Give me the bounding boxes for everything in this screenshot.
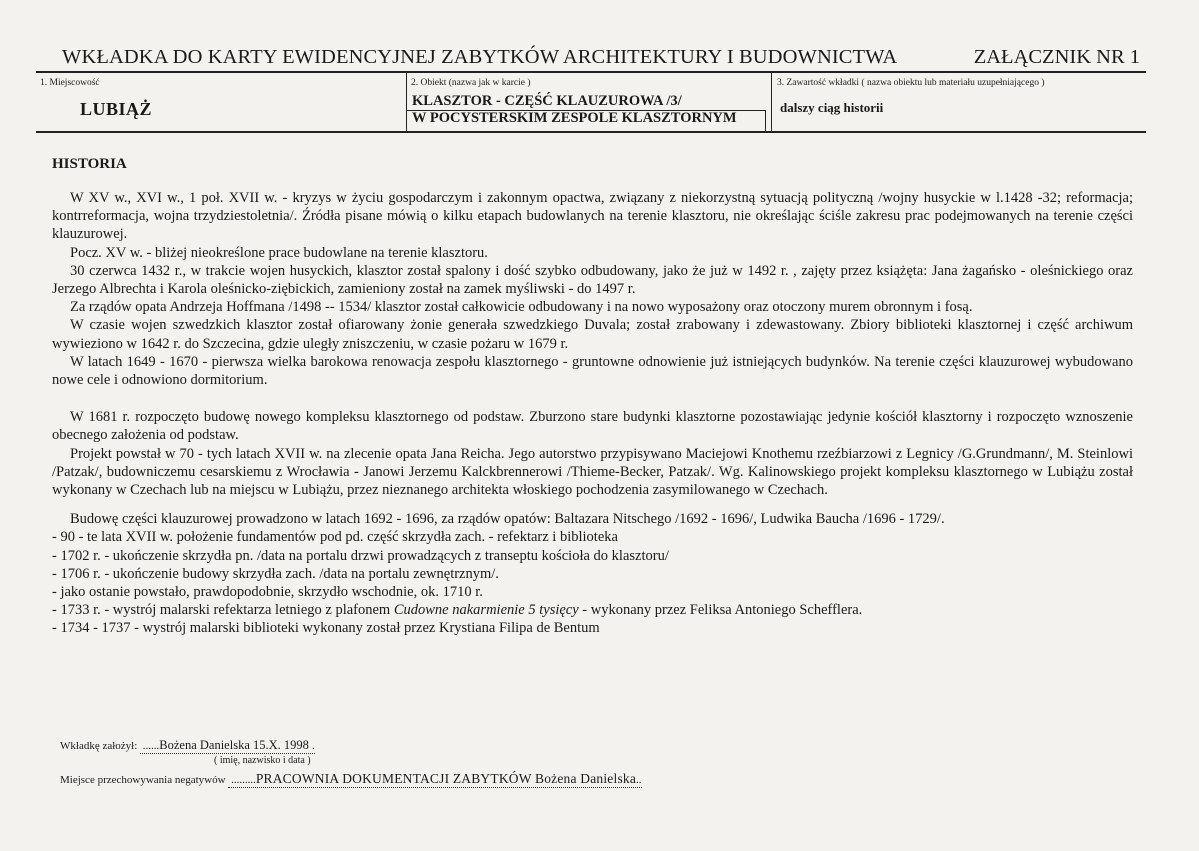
negatives-row (60, 771, 642, 788)
list-item: - 1702 r. - ukończenie skrzydła pn. /data na portalu drzwi prowadzących z transeptu kościoła do klasztoru/ (52, 547, 669, 564)
object-name-line-1: KLASZTOR - CZĘŚĆ KLAUZUROWA /3/ (412, 93, 682, 109)
list-item-text: - 1733 r. - wystrój malarski refektarza letniego z plafonem (52, 602, 394, 619)
paragraph: Budowę części klauzurowej prowadzono w latach 1692 - 1696, za rządów opatów: Baltazara Nitschego /1692 - 1696/, Ludwika Baucha /1696 - 1729/. (70, 511, 945, 528)
location-value: LUBIĄŻ (80, 99, 153, 119)
section-heading: HISTORIA (52, 156, 127, 172)
paragraph: Pocz. XV w. - bliżej nieokreślone prace budowlane na terenie klasztoru. (70, 244, 488, 261)
annex-number: ZAŁĄCZNIK NR 1 (973, 46, 1140, 68)
author-row (60, 738, 315, 754)
header (36, 46, 1146, 72)
list-item (52, 601, 1133, 619)
paragraph: W czasie wojen szwedzkich klasztor został ofiarowany żonie generała szwedzkiego Duvala; został zrabowany i zdewastowany. Zbiory biblioteki klasztornej i część archiwum wywieziono w 1642 r. do Szczecina, gdzie uległy zniszczeniu, w czasie pożaru w 1679 r. (52, 317, 1133, 352)
paragraph: W 1681 r. rozpoczęto budowę nowego kompleksu klasztornego od podstaw. Zburzono stare budynki klasztorne pozostawiając jedynie kościół klasztorny i rozpoczęto wznoszenie obecnego założenia od podstaw. (52, 409, 1133, 444)
location-label: 1. Miejscowość (40, 78, 100, 88)
negatives-field: .........PRACOWNIA DOKUMENTACJI ZABYTKÓW Bożena Danielska.. (228, 771, 642, 786)
negatives-value: PRACOWNIA DOKUMENTACJI ZABYTKÓW Bożena Danielska (255, 771, 637, 786)
author-hint: ( imię, nazwisko i data ) (214, 755, 311, 766)
paragraph: Projekt powstał w 70 - tych latach XVII w. na zlecenie opata Jana Reicha. Jego autorstwo przypisywano Maciejowi Knothemu rzeźbiarzowi z Legnicy /G.Grundmann/, M. Steinlowi /Patzak/, budowniczemu cesarskiemu z Wrocławia - Janowi Jerzemu Kalckbrennerowi /Thieme-Becker, Patzak/. Wg. Kalinowskiego projekt kompleksu klasztornego w Lubiążu został wykonany w Czechach lub na miejscu w Lubiążu, przez nieznanego architekta włoskiego pochodzenia zasymilowanego w Czechach. (52, 445, 1133, 499)
timeline-list (52, 528, 1133, 637)
author-value: Bożena Danielska 15.X. 1998 (159, 738, 313, 752)
artwork-title: Cudowne nakarmienie 5 tysięcy (393, 602, 579, 619)
header-rule (36, 71, 1146, 73)
paragraph: W XV w., XVI w., 1 poł. XVII w. - kryzys w życiu gospodarczym i zakonnym opactwa, związany z niekorzystną sytuacją polityczną /wojny husyckie w l.1428 -32; reformacja; kontrreformacja, wojna trzydziestoletnia/. Źródła pisane mówią o kilku etapach budowlanych na terenie klasztoru, nie określając ściśle zakresu prac podejmowanych na terenie części klauzurowej. (52, 190, 1133, 243)
content-label: 3. Zawartość wkładki ( nazwa obiektu lub materiału uzupełniającego ) (777, 78, 1045, 88)
object-label: 2. Obiekt (nazwa jak w karcie ) (411, 78, 531, 88)
object-name (412, 93, 737, 127)
list-item: - 1734 - 1737 - wystrój malarski biblioteki wykonany został przez Krystiana Filipa de Bentum (52, 620, 600, 637)
list-item: - jako ostanie powstało, prawdopodobnie, skrzydło wschodnie, ok. 1710 r. (52, 584, 483, 601)
paragraph: Za rządów opata Andrzeja Hoffmana /1498 -- 1534/ klasztor został całkowicie odbudowany i na nowo wyposażony oraz otoczony murem obronnym i fosą. (70, 299, 973, 316)
document-title: WKŁADKA DO KARTY EWIDENCYJNEJ ZABYTKÓW ARCHITEKTURY I BUDOWNICTWA (62, 46, 898, 68)
column-divider-2 (771, 72, 772, 131)
author-field: ......Bożena Danielska 15.X. 1998 . (140, 738, 315, 752)
negatives-label: Miejsce przechowywania negatywów (60, 774, 226, 786)
author-label: Wkładkę założył: (60, 740, 138, 752)
list-item-text: - wykonany przez Feliksa Antoniego Schefflera. (578, 602, 863, 619)
content-value: dalszy ciąg historii (780, 100, 884, 115)
list-item: - 90 - te lata XVII w. położenie fundamentów pod pd. część skrzydła zach. - refektarz i biblioteka (52, 529, 618, 546)
list-item: - 1706 r. - ukończenie budowy skrzydła zach. /data na portalu zewnętrznym/. (52, 565, 499, 582)
history-text (52, 189, 1133, 638)
paragraph: 30 czerwca 1432 r., w trakcie wojen husyckich, klasztor został spalony i dość szybko odbudowany, jako że już w 1492 r. , zajęty przez książęta: Jana żagańsko - oleśnickiego oraz Jerzego Albrechta i Karola oleśnicko-ziębickich, zamieniony został na zamek myśliwski - do 1497 r. (52, 262, 1133, 298)
paragraph: W latach 1649 - 1670 - pierwsza wielka barokowa renowacja zespołu klasztornego - gruntowne odnowienie już istniejących budynków. Na terenie części klauzurowej wybudowano nowe cele i odnowiono dormitorium. (52, 353, 1133, 389)
object-name-line-2: W POCYSTERSKIM ZESPOLE KLASZTORNYM (412, 110, 737, 126)
